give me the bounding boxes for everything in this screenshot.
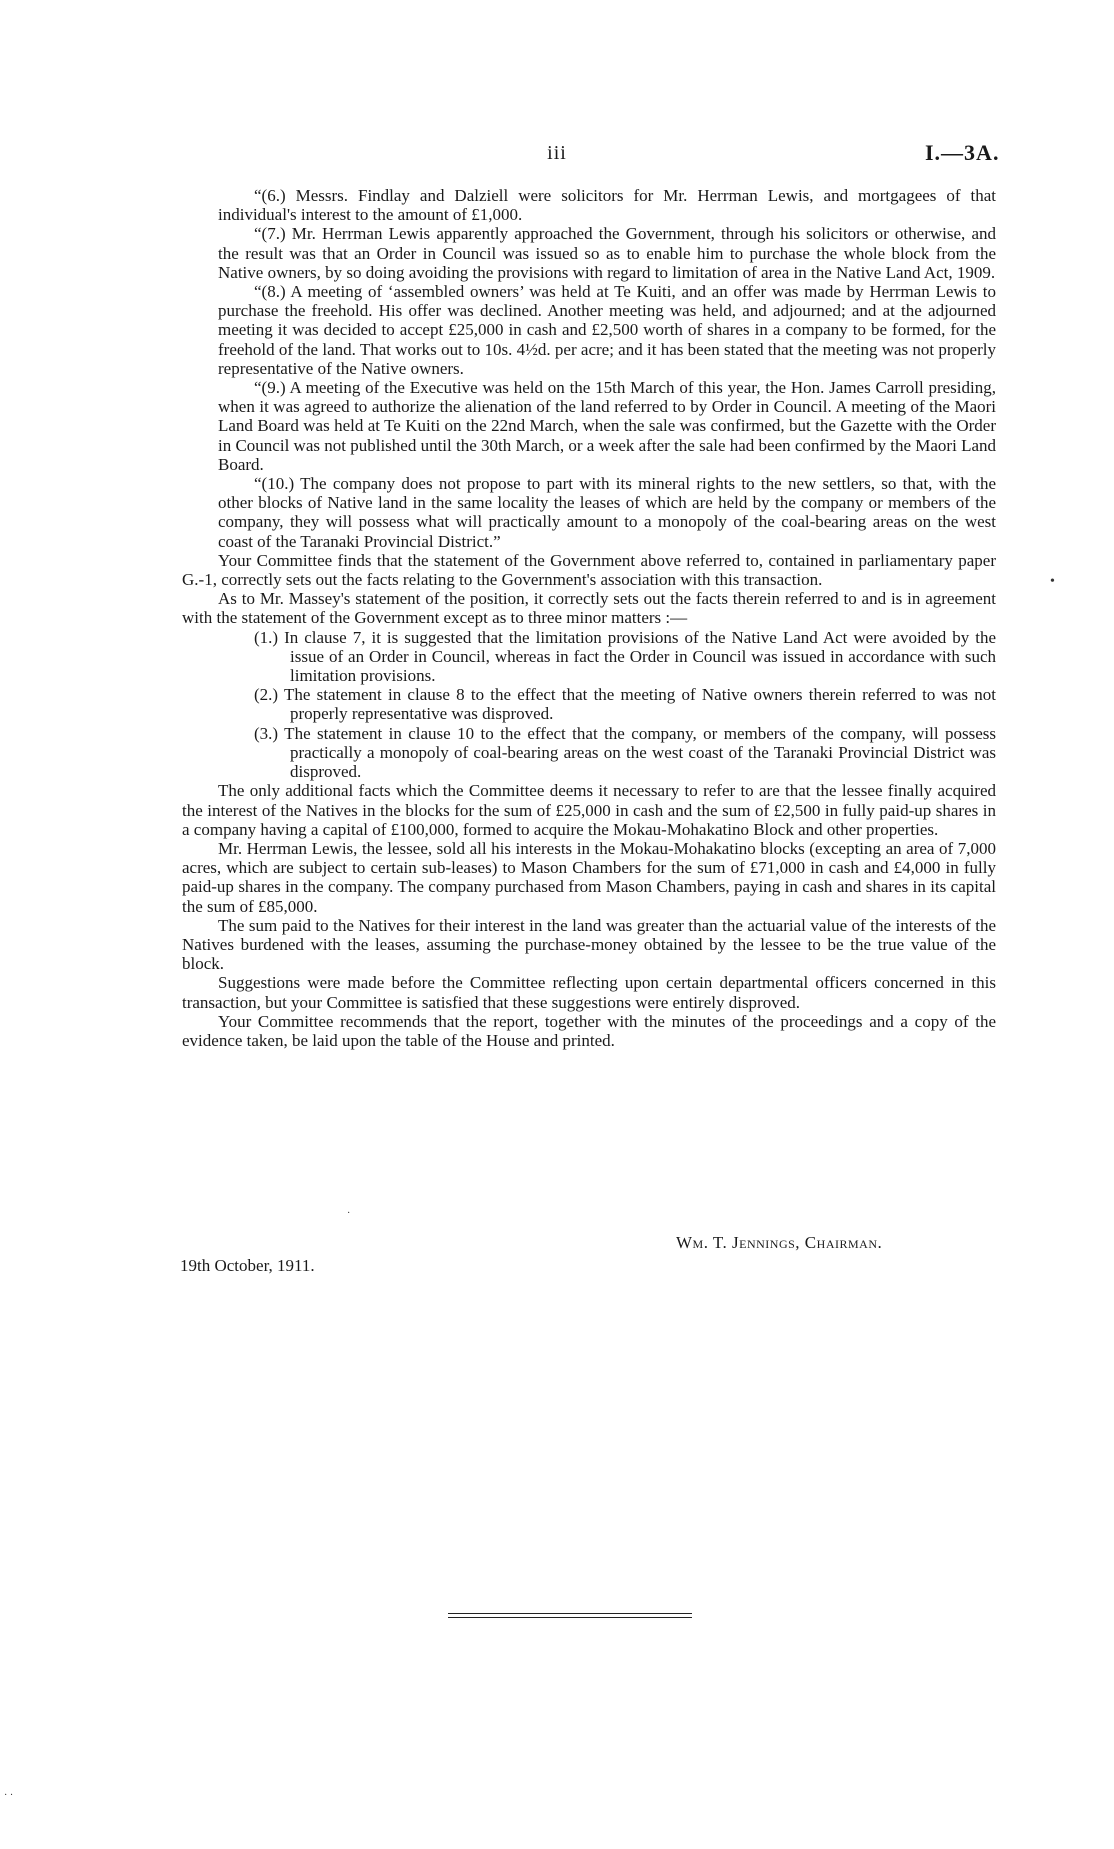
page-number: iii bbox=[547, 142, 567, 164]
list-item-3: (3.) The statement in clause 10 to the effect that the company, or members of the company, will possess practically a monopoly of coal-bearing areas on the west coast of the Taranaki Provincial District was disproved. bbox=[254, 723, 996, 782]
paper-reference: I.—3A. bbox=[925, 140, 1000, 165]
paragraph-suggestions: Suggestions were made before the Committee reflecting upon certain departmental officers concerned in this transaction, but your Committee is satisfied that these suggestions were entirely disproved. bbox=[182, 973, 996, 1012]
paragraph-clause-7: “(7.) Mr. Herrman Lewis apparently approached the Government, through his solicitors or otherwise, and the result was that an Order in Council was issued so as to enable him to purchase the whole block from the Native owners, by so doing avoiding the provisions with regard to limitation of area in the Native Land Act, 1909. bbox=[218, 224, 996, 282]
stray-mark-dot: • bbox=[1050, 574, 1055, 589]
paragraph-clause-8: “(8.) A meeting of ‘assembled owners’ was held at Te Kuiti, and an offer was made by Herrman Lewis to purchase the freehold. His offer was declined. Another meeting was held, and adjourned; and at the adjourned meeting it was decided to accept £25,000 in cash and £2,500 worth of shares in a company to be formed, for the freehold of the land. That works out to 10s. 4½d. per acre; and it has been stated that the meeting was not properly representative of the Native owners. bbox=[218, 282, 996, 378]
list-item-1: (1.) In clause 7, it is suggested that the limitation provisions of the Native Land Act were avoided by the issue of an Order in Council, whereas in fact the Order in Council was issued in accordance with such limitation provisions. bbox=[254, 627, 996, 686]
paragraph-recommendation: Your Committee recommends that the report, together with the minutes of the proceedings and a copy of the evidence taken, be laid upon the table of the House and printed. bbox=[182, 1011, 996, 1050]
chairman-signature: Wm. T. Jennings, Chairman. bbox=[676, 1233, 883, 1252]
list-item-2: (2.) The statement in clause 8 to the effect that the meeting of Native owners therein referred to was not properly representative was disproved. bbox=[254, 685, 996, 724]
paragraph-clause-10: “(10.) The company does not propose to part with its mineral rights to the new settlers, so that, with the other blocks of Native land in the same locality the leases of which are held by the company or members of the company, they will possess what will practically amount to a monopoly of the coal-bearing areas on the west coast of the Taranaki Provincial District.” bbox=[218, 474, 996, 551]
end-rule-secondary bbox=[448, 1617, 692, 1618]
end-rule bbox=[448, 1613, 692, 1614]
paragraph-committee-finding: Your Committee finds that the statement of the Government above referred to, contained in parliamentary paper G.-1, correctly sets out the facts relating to the Government's association with this transaction. bbox=[182, 550, 996, 590]
paragraph-clause-6: “(6.) Messrs. Findlay and Dalziell were solicitors for Mr. Herrman Lewis, and mortgagees of that individual's interest to the amount of £1,000. bbox=[218, 186, 996, 225]
paragraph-sum-paid: The sum paid to the Natives for their interest in the land was greater than the actuarial value of the interests of the Natives burdened with the leases, assuming the purchase-money obtained by the lessee to be the true value of the block. bbox=[182, 915, 996, 974]
paragraph-clause-9: “(9.) A meeting of the Executive was held on the 15th March of this year, the Hon. James Carroll presiding, when it was agreed to authorize the alienation of the land referred to by Order in Council. A meeting of the Maori Land Board was held at Te Kuiti on the 22nd March, when the sale was confirmed, but the Gazette with the Order in Council was not published until the 30th March, or a week after the sale had been confirmed by the Maori Land Board. bbox=[218, 378, 996, 474]
paragraph-lewis-sale: Mr. Herrman Lewis, the lessee, sold all his interests in the Mokau-Mohakatino blocks (excepting an area of 7,000 acres, which are subject to certain sub-leases) to Mason Chambers for the sum of £71,000 in cash and £4,000 in fully paid-up shares in the company. The company purchased from Mason Chambers, paying in cash and shares in its capital the sum of £85,000. bbox=[182, 838, 996, 916]
report-date: 19th October, 1911. bbox=[180, 1256, 315, 1275]
report-body bbox=[182, 186, 996, 1050]
paragraph-additional-facts: The only additional facts which the Committee deems it necessary to refer to are that the lessee finally acquired the interest of the Natives in the blocks for the sum of £25,000 in cash and the sum of £2,500 in fully paid-up shares in a company having a capital of £100,000, formed to acquire the Mokau-Mohakatino Block and other properties. bbox=[182, 781, 996, 839]
paragraph-massey-statement: As to Mr. Massey's statement of the position, it correctly sets out the facts therein referred to and is in agreement with the statement of the Government except as to three minor matters :— bbox=[182, 589, 996, 628]
stray-mark-speck: · bbox=[347, 1208, 351, 1219]
stray-mark-edge: · · bbox=[4, 1790, 14, 1801]
